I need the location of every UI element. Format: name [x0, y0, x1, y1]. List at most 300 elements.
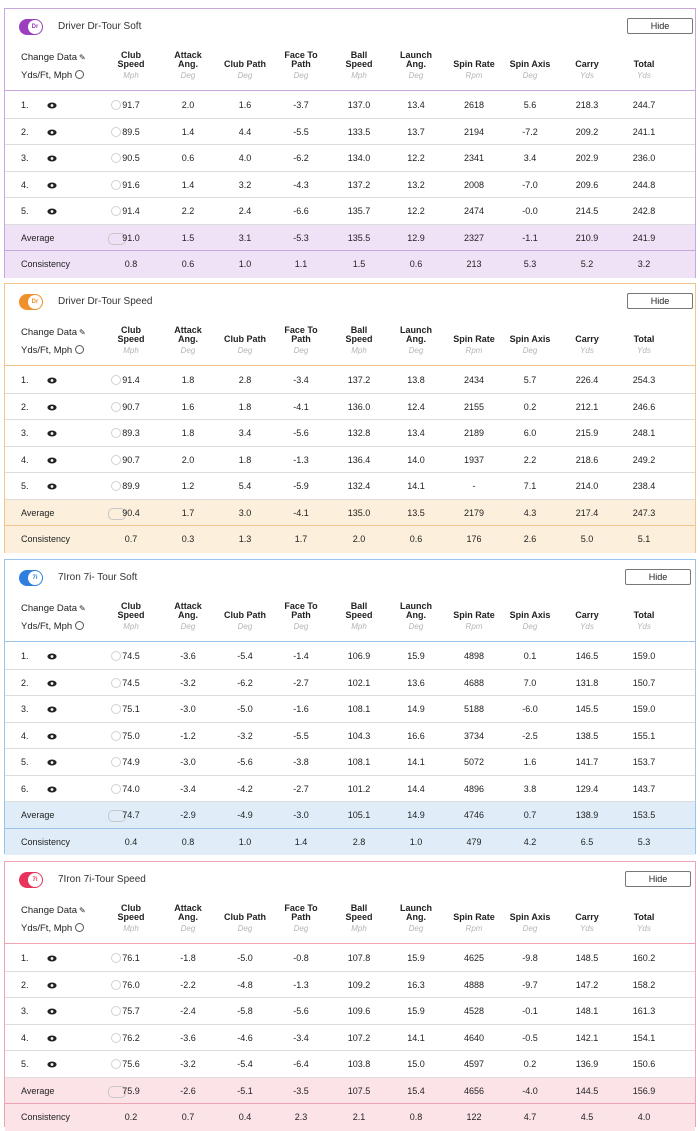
shot-value: -2.5: [522, 730, 538, 741]
club-toggle[interactable]: [19, 872, 43, 888]
shot-value: 2474: [463, 206, 485, 216]
column-header-row: [5, 321, 695, 366]
shot-value: 2189: [463, 428, 485, 438]
consistency-value: 0.4: [238, 1112, 252, 1122]
shot-number: 1.: [21, 375, 29, 385]
column-unit: Yds: [637, 924, 651, 933]
column-label: Spin Rate: [453, 610, 495, 620]
shot-row[interactable]: [5, 198, 695, 225]
shot-value: -3.2: [237, 730, 253, 741]
shot-value: -9.7: [522, 979, 538, 990]
column-unit: Deg: [408, 346, 424, 355]
average-value: 90.4: [122, 507, 140, 518]
column-unit: Yds: [580, 622, 594, 631]
shot-row[interactable]: [5, 420, 695, 447]
column-header: [614, 46, 674, 80]
eye-icon[interactable]: [47, 954, 57, 960]
hide-button[interactable]: Hide: [627, 293, 693, 309]
column-header: [215, 899, 275, 933]
shot-value: 209.6: [575, 179, 599, 190]
shot-row[interactable]: [5, 643, 695, 670]
shot-value: 74.5: [122, 651, 140, 661]
column-header: [614, 597, 674, 631]
shot-value: 14.1: [407, 1032, 425, 1043]
shot-value: 148.1: [575, 1006, 599, 1016]
column-label: Total: [633, 334, 655, 344]
shot-value: 1.2: [181, 481, 195, 491]
shot-value: 14.9: [407, 704, 425, 714]
column-header: [271, 46, 331, 80]
shot-number: 5.: [21, 481, 29, 491]
shot-value: 2194: [463, 126, 485, 137]
club-toggle[interactable]: [19, 570, 43, 586]
column-unit: Rpm: [465, 924, 483, 933]
average-row: [5, 1078, 695, 1105]
consistency-value: 1.4: [294, 836, 308, 847]
column-unit: Mph: [123, 71, 139, 80]
shot-value: -0.0: [522, 206, 538, 216]
shot-value: 6.0: [523, 428, 537, 438]
shot-value: 133.5: [347, 126, 371, 137]
shot-row[interactable]: [5, 945, 695, 972]
shot-value: 101.2: [347, 783, 371, 794]
consistency-value: 479: [466, 836, 482, 847]
shot-value: 4597: [463, 1059, 485, 1069]
club-title: 7Iron 7i-Tour Speed: [58, 874, 146, 885]
club-panel: [4, 861, 696, 1127]
shot-value: -0.1: [522, 1006, 538, 1016]
consistency-label: Consistency: [21, 836, 71, 847]
shot-value: 91.7: [122, 100, 140, 110]
shot-value: 104.3: [347, 730, 371, 741]
column-header: [101, 46, 161, 80]
eye-icon[interactable]: [47, 705, 57, 711]
consistency-label: Consistency: [21, 1112, 71, 1122]
consistency-value: 1.5: [352, 259, 366, 269]
shot-value: 161.3: [632, 1006, 656, 1016]
units-label: Yds/Ft, Mph: [21, 345, 73, 356]
consistency-value: 2.3: [294, 1112, 308, 1122]
shot-row[interactable]: [5, 749, 695, 776]
shot-value: 2.4: [238, 206, 252, 216]
shot-value: 236.0: [632, 153, 656, 163]
column-unit: Yds: [580, 71, 594, 80]
shot-value: 214.5: [575, 206, 599, 216]
units-button[interactable]: [21, 621, 84, 632]
average-value: 74.7: [122, 810, 140, 820]
shot-row[interactable]: [5, 1051, 695, 1078]
column-header: [158, 46, 218, 80]
column-unit: Deg: [522, 924, 538, 933]
average-row: [5, 225, 695, 252]
shot-value: 13.6: [407, 677, 425, 688]
column-header: [101, 597, 161, 631]
consistency-label: Consistency: [21, 534, 71, 544]
average-label: Average: [21, 507, 55, 518]
shot-value: 108.1: [347, 757, 371, 767]
shot-value: 3.4: [523, 153, 537, 163]
shot-value: 155.1: [632, 730, 656, 741]
shot-value: 13.2: [407, 179, 425, 190]
column-header: [557, 597, 617, 631]
shot-row[interactable]: [5, 119, 695, 146]
column-header: [500, 46, 560, 80]
shot-row[interactable]: [5, 696, 695, 723]
average-value: -3.0: [293, 810, 309, 820]
shot-value: 244.8: [632, 179, 656, 190]
shot-value: 12.2: [407, 206, 425, 216]
club-toggle[interactable]: [19, 19, 43, 35]
change-data-button[interactable]: [21, 52, 86, 63]
consistency-value: 0.6: [181, 259, 195, 269]
average-value: 241.9: [632, 232, 656, 243]
shot-value: 12.2: [407, 153, 425, 163]
shot-value: -6.0: [522, 704, 538, 714]
shot-value: -0.5: [522, 1032, 538, 1043]
shot-value: -5.6: [293, 428, 309, 438]
column-label: Carry: [575, 610, 599, 620]
shot-value: 90.5: [122, 153, 140, 163]
shot-value: -5.5: [293, 126, 309, 137]
settings-icon: [75, 70, 84, 79]
shot-value: 2341: [463, 153, 485, 163]
shot-value: 16.3: [407, 979, 425, 990]
column-label: Club Path: [224, 59, 266, 69]
units-button[interactable]: [21, 345, 84, 356]
shot-value: 12.4: [407, 401, 425, 412]
shot-value: 14.1: [407, 757, 425, 767]
column-header: [444, 321, 504, 355]
shot-value: -0.8: [293, 953, 309, 963]
column-header: [271, 321, 331, 355]
shot-number: 4.: [21, 1032, 29, 1043]
change-data-label: Change Data: [21, 52, 77, 63]
shot-number: 4.: [21, 454, 29, 465]
average-row: [5, 500, 695, 527]
shot-row[interactable]: [5, 394, 695, 421]
change-data-button[interactable]: [21, 327, 86, 338]
hide-button[interactable]: Hide: [627, 18, 693, 34]
shot-value: -4.6: [237, 1032, 253, 1043]
eye-icon[interactable]: [47, 154, 57, 160]
shot-value: 159.0: [632, 704, 656, 714]
shot-value: 76.1: [122, 953, 140, 963]
shot-value: -5.0: [237, 704, 253, 714]
units-button[interactable]: [21, 923, 84, 934]
shot-value: 218.3: [575, 100, 599, 110]
column-unit: Mph: [351, 924, 367, 933]
eye-icon[interactable]: [47, 181, 57, 187]
column-header-row: [5, 597, 695, 642]
consistency-value: 2.0: [352, 534, 366, 544]
shot-value: 1937: [463, 454, 485, 465]
change-data-label: Change Data: [21, 327, 77, 338]
eye-icon[interactable]: [47, 981, 57, 987]
column-label: Launch Ang.: [399, 325, 432, 344]
average-value: -4.0: [522, 1085, 538, 1096]
eye-icon[interactable]: [47, 732, 57, 738]
shot-value: 5.6: [523, 100, 537, 110]
shot-value: 214.0: [575, 481, 599, 491]
shot-value: -5.0: [237, 953, 253, 963]
column-unit: Deg: [237, 71, 253, 80]
shot-value: 1.6: [238, 100, 252, 110]
eye-icon[interactable]: [47, 429, 57, 435]
column-label: Launch Ang.: [399, 903, 432, 922]
column-label: Face To Path: [284, 325, 318, 344]
average-label: Average: [21, 232, 55, 243]
shot-value: 5072: [463, 757, 485, 767]
shot-number: 4.: [21, 730, 29, 741]
shot-row[interactable]: [5, 367, 695, 394]
shot-row[interactable]: [5, 473, 695, 500]
consistency-value: 2.8: [352, 836, 366, 847]
column-header: [329, 46, 389, 80]
shot-value: 4.4: [238, 126, 252, 137]
change-data-button[interactable]: [21, 603, 86, 614]
shot-value: -1.8: [180, 953, 196, 963]
shot-value: 0.2: [523, 1059, 537, 1069]
average-value: 4746: [463, 810, 485, 820]
shot-number: 2.: [21, 979, 29, 990]
settings-icon: [75, 345, 84, 354]
shot-row[interactable]: [5, 723, 695, 750]
column-unit: Mph: [351, 622, 367, 631]
shot-value: 226.4: [575, 375, 599, 385]
hide-button[interactable]: Hide: [625, 569, 691, 585]
shot-value: 136.4: [347, 454, 371, 465]
column-label: Face To Path: [284, 903, 318, 922]
shot-value: -5.9: [293, 481, 309, 491]
eye-icon[interactable]: [47, 785, 57, 791]
shot-value: -5.6: [293, 1006, 309, 1016]
shot-value: -5.5: [293, 730, 309, 741]
shot-value: 2.2: [181, 206, 195, 216]
shot-value: 134.0: [347, 153, 371, 163]
column-header: [386, 597, 446, 631]
eye-icon[interactable]: [47, 1060, 57, 1066]
column-label: Spin Axis: [509, 334, 551, 344]
column-header: [557, 899, 617, 933]
column-unit: Yds: [637, 346, 651, 355]
column-label: Ball Speed: [345, 325, 373, 344]
eye-icon[interactable]: [47, 679, 57, 685]
eye-icon[interactable]: [47, 128, 57, 134]
shot-value: -2.7: [293, 677, 309, 688]
shot-value: 4688: [463, 677, 485, 688]
consistency-value: 0.7: [181, 1112, 195, 1122]
column-label: Club Speed: [117, 50, 145, 69]
column-unit: Deg: [180, 622, 196, 631]
shot-value: 91.6: [122, 179, 140, 190]
column-header: [158, 321, 218, 355]
average-value: -5.3: [293, 232, 309, 243]
column-unit: Yds: [637, 71, 651, 80]
shot-value: 4888: [463, 979, 485, 990]
shot-row[interactable]: [5, 172, 695, 199]
shot-value: 75.1: [122, 704, 140, 714]
eye-icon[interactable]: [47, 1034, 57, 1040]
shot-row[interactable]: [5, 1025, 695, 1052]
shot-row[interactable]: [5, 92, 695, 119]
shot-value: -1.4: [293, 651, 309, 661]
eye-icon[interactable]: [47, 207, 57, 213]
column-unit: Yds: [637, 622, 651, 631]
shot-value: 1.4: [181, 126, 195, 137]
shot-row[interactable]: [5, 776, 695, 803]
shot-value: 13.7: [407, 126, 425, 137]
column-unit: Rpm: [465, 346, 483, 355]
shot-value: 137.2: [347, 375, 371, 385]
average-value: 2179: [463, 507, 485, 518]
consistency-value: 0.8: [124, 259, 138, 269]
shot-value: 89.3: [122, 428, 140, 438]
eye-icon[interactable]: [47, 1007, 57, 1013]
shot-value: -6.4: [293, 1059, 309, 1069]
shot-row[interactable]: [5, 447, 695, 474]
shot-value: -7.0: [522, 179, 538, 190]
eye-icon[interactable]: [47, 652, 57, 658]
column-header: [386, 321, 446, 355]
shot-value: 15.9: [407, 651, 425, 661]
shot-value: -4.2: [237, 783, 253, 794]
column-unit: Deg: [180, 71, 196, 80]
column-label: Ball Speed: [345, 601, 373, 620]
column-label: Club Speed: [117, 903, 145, 922]
shot-value: -5.8: [237, 1006, 253, 1016]
shot-value: 1.8: [238, 401, 252, 412]
shot-row[interactable]: [5, 972, 695, 999]
pencil-icon: ✎: [78, 53, 86, 62]
eye-icon[interactable]: [47, 456, 57, 462]
shot-value: -3.4: [293, 1032, 309, 1043]
shot-value: 136.9: [575, 1059, 599, 1069]
shot-value: 75.7: [122, 1006, 140, 1016]
eye-icon[interactable]: [47, 403, 57, 409]
eye-icon[interactable]: [47, 482, 57, 488]
consistency-value: 1.0: [238, 259, 252, 269]
shot-value: 131.8: [575, 677, 599, 688]
shot-value: 74.9: [122, 757, 140, 767]
shot-value: -3.7: [293, 100, 309, 110]
shot-value: 4625: [463, 953, 485, 963]
hide-button[interactable]: Hide: [625, 871, 691, 887]
shot-value: -3.2: [180, 1059, 196, 1069]
club-toggle[interactable]: [19, 294, 43, 310]
shot-number: 1.: [21, 100, 29, 110]
column-header-row: [5, 899, 695, 944]
column-unit: Deg: [237, 924, 253, 933]
club-badge: 7i: [28, 571, 42, 585]
consistency-value: 1.3: [238, 534, 252, 544]
consistency-row: [5, 251, 695, 278]
shot-number: 2.: [21, 677, 29, 688]
column-header: [215, 321, 275, 355]
column-unit: Deg: [408, 924, 424, 933]
shot-value: 202.9: [575, 153, 599, 163]
shot-row[interactable]: [5, 670, 695, 697]
shot-value: 3.8: [523, 783, 537, 794]
club-title: Driver Dr-Tour Speed: [58, 296, 153, 307]
shot-number: 2.: [21, 401, 29, 412]
column-header: [271, 899, 331, 933]
shot-value: 4.0: [238, 153, 252, 163]
shot-value: -3.0: [180, 704, 196, 714]
column-header: [500, 597, 560, 631]
shot-value: -1.2: [180, 730, 196, 741]
shot-value: 244.7: [632, 100, 656, 110]
shot-row[interactable]: [5, 998, 695, 1025]
club-badge: 7i: [28, 873, 42, 887]
shot-value: 0.2: [523, 401, 537, 412]
column-label: Launch Ang.: [399, 601, 432, 620]
column-header: [614, 899, 674, 933]
column-label: Carry: [575, 912, 599, 922]
consistency-value: 5.3: [523, 259, 537, 269]
shot-value: 138.5: [575, 730, 599, 741]
column-unit: Deg: [293, 622, 309, 631]
shot-value: 137.0: [347, 100, 371, 110]
average-value: 91.0: [122, 232, 140, 243]
column-label: Club Path: [224, 912, 266, 922]
consistency-value: 2.1: [352, 1112, 366, 1122]
pencil-icon: ✎: [78, 604, 86, 613]
shot-value: 91.4: [122, 206, 140, 216]
column-unit: Deg: [408, 71, 424, 80]
average-value: 247.3: [632, 507, 656, 518]
shot-value: 2.8: [238, 375, 252, 385]
change-data-button[interactable]: [21, 905, 86, 916]
shot-number: 3.: [21, 704, 29, 714]
pencil-icon: ✎: [78, 328, 86, 337]
shot-value: 106.9: [347, 651, 371, 661]
shot-value: 147.2: [575, 979, 599, 990]
consistency-value: 0.8: [409, 1112, 423, 1122]
average-value: 1.5: [181, 232, 195, 243]
shot-value: 3.4: [238, 428, 252, 438]
column-header: [386, 899, 446, 933]
shot-value: 1.4: [181, 179, 195, 190]
shot-value: 2.0: [181, 100, 195, 110]
shot-value: 148.5: [575, 953, 599, 963]
eye-icon[interactable]: [47, 758, 57, 764]
shot-row[interactable]: [5, 145, 695, 172]
column-header: [386, 46, 446, 80]
shot-value: -1.6: [293, 704, 309, 714]
shot-value: 135.7: [347, 206, 371, 216]
consistency-value: 213: [466, 259, 482, 269]
shot-value: 5.4: [238, 481, 252, 491]
consistency-row: [5, 1104, 695, 1131]
units-button[interactable]: [21, 70, 84, 81]
eye-icon[interactable]: [47, 376, 57, 382]
shot-number: 1.: [21, 953, 29, 963]
eye-icon[interactable]: [47, 101, 57, 107]
column-unit: Mph: [123, 622, 139, 631]
shot-value: 215.9: [575, 428, 599, 438]
column-header: [444, 899, 504, 933]
shot-value: 13.4: [407, 428, 425, 438]
shot-value: 15.9: [407, 953, 425, 963]
shot-value: 15.0: [407, 1059, 425, 1069]
panel-header: [5, 284, 695, 320]
shot-value: -1.3: [293, 979, 309, 990]
shot-value: -6.2: [293, 153, 309, 163]
consistency-value: 1.0: [409, 836, 423, 847]
shot-value: -9.8: [522, 953, 538, 963]
consistency-value: 5.3: [637, 836, 651, 847]
average-value: 105.1: [347, 810, 371, 820]
